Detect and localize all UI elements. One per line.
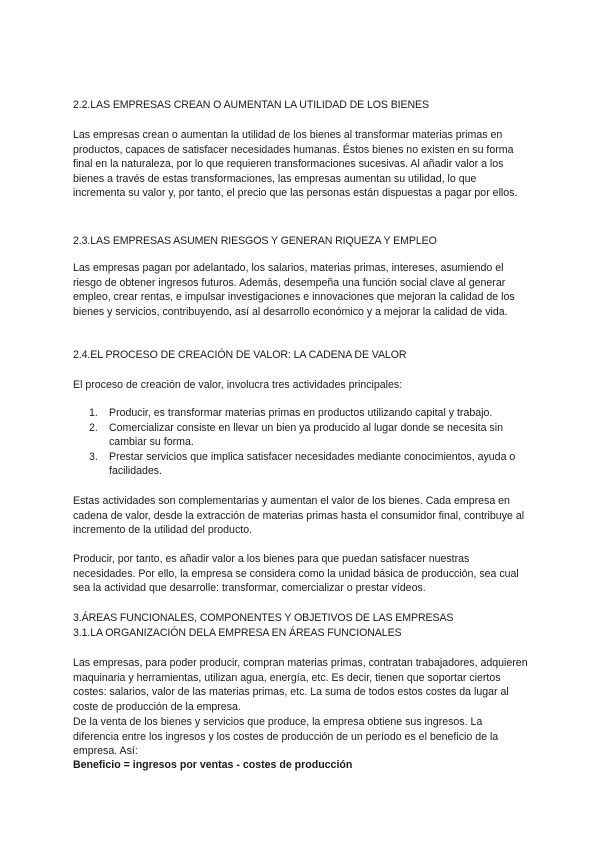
list-item <box>73 450 531 479</box>
paragraph-2-4-produce: Producir, por tanto, es añadir valor a los bienes para que puedan satisfacer nuestras necesidades. Por ello, la empresa se considera como la unidad básica de producción, sea cual sea la actividad que desarrolle: transformar, comercializar o prestar vídeos. <box>73 553 519 595</box>
paragraph-3-1-costs: Las empresas, para poder producir, compran materias primas, contratan trabajadores, adquieren maquinaria y herramientas, utilizan agua, energía, etc. Es decir, tienen que soportar ciertos costes: salarios, valor de las materias primas, etc. La suma de todos estos costes da lugar al coste de producción de la empresa. <box>73 657 528 713</box>
paragraph-2-2: Las empresas crean o aumentan la utilidad de los bienes al transformar materias primas en productos, capaces de satisfacer necesidades humanas. Éstos bienes no existen en su forma final en la naturaleza, por lo que requieren transformaciones sucesivas. Al añadir valor a los bienes a través de estas transformaciones, las empresas aumentan su utilidad, lo que incrementa su valor y, por tanto, el precio que las personas están dispuestas a pagar por ellos. <box>73 129 518 200</box>
activities-list <box>73 406 531 479</box>
paragraph-2-3: Las empresas pagan por adelantado, los salarios, materias primas, intereses, asumiendo el riesgo de obtener ingresos futuros. Además, desempeña una función social clave al generar empleo, crear rentas, e impulsar investigaciones e innovaciones que mejoran la calidad de los bienes y servicios, contribuyendo, así al desarrollo económico y a mejorar la calidad de vida. <box>73 262 515 318</box>
list-item-text: Comercializar consiste en llevar un bien ya producido al lugar donde se necesita sin cambiar su forma. <box>109 421 503 449</box>
paragraph-3-1-income: De la venta de los bienes y servicios que produce, la empresa obtiene sus ingresos. La diferencia entre los ingresos y los costes de producción de un período es el beneficio de la empresa. Así: <box>73 716 499 758</box>
paragraph-2-4-complementary: Estas actividades son complementarias y aumentan el valor de los bienes. Cada empresa en cadena de valor, desde la extracción de materias primas hasta el consumidor final, contribuye al incremento de la utilidad del producto. <box>73 495 525 537</box>
list-item-number: 3. <box>89 450 98 463</box>
list-item-text: Producir, es transformar materias primas en productos utilizando capital y trabajo. <box>109 407 493 419</box>
heading-3: 3.ÁREAS FUNCIONALES, COMPONENTES Y OBJETIVOS DE LAS EMPRESAS <box>73 612 454 624</box>
benefit-formula: Beneficio = ingresos por ventas - costes de producción <box>73 759 353 771</box>
list-item-text: Prestar servicios que implica satisfacer necesidades mediante conocimientos, ayuda o facilidades. <box>109 450 516 478</box>
heading-3-1: 3.1.LA ORGANIZACIÓN DELA EMPRESA EN ÁREAS FUNCIONALES <box>73 627 402 639</box>
list-item <box>73 406 531 421</box>
list-item-number: 2. <box>89 421 98 434</box>
list-item <box>73 421 531 450</box>
paragraph-2-4-intro: El proceso de creación de valor, involucra tres actividades principales: <box>73 379 403 391</box>
heading-2-2: 2.2.LAS EMPRESAS CREAN O AUMENTAN LA UTILIDAD DE LOS BIENES <box>73 99 429 111</box>
list-item-number: 1. <box>89 407 98 419</box>
heading-2-3: 2.3.LAS EMPRESAS ASUMEN RIESGOS Y GENERAN RIQUEZA Y EMPLEO <box>73 235 437 247</box>
heading-2-4: 2.4.EL PROCESO DE CREACIÓN DE VALOR: LA CADENA DE VALOR <box>73 349 407 361</box>
